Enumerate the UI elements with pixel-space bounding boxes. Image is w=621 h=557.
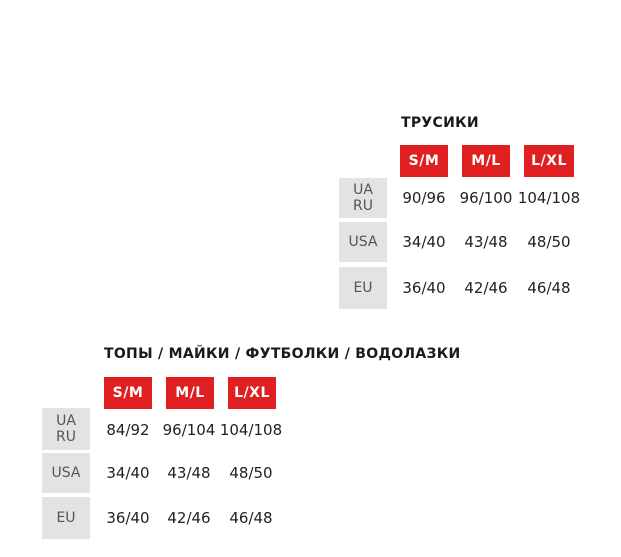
tops-cell: 42/46 (167, 509, 211, 527)
tops-cell: 34/40 (106, 464, 150, 482)
panties-cell: 90/96 (402, 189, 446, 207)
panties-title: ТРУСИКИ (401, 115, 479, 131)
panties-cell: 42/46 (464, 279, 508, 297)
panties-cell: 104/108 (517, 189, 581, 207)
panties-row-label-ua-ru (339, 178, 387, 218)
tops-row-label-ua-ru (42, 408, 90, 450)
tops-cell: 36/40 (106, 509, 150, 527)
tops-cell: 96/104 (162, 421, 216, 439)
tops-row-label-eu (42, 497, 90, 539)
panties-size-header: S/M (400, 145, 448, 177)
tops-size-header: L/XL (228, 377, 276, 409)
panties-size-header: L/XL (524, 145, 574, 177)
panties-size-header: M/L (462, 145, 510, 177)
tops-cell: 48/50 (229, 464, 273, 482)
row-label-line: USA (348, 234, 378, 250)
panties-cell: 96/100 (459, 189, 513, 207)
panties-row-label-eu (339, 267, 387, 309)
panties-cell: 34/40 (402, 233, 446, 251)
row-label-line: RU (56, 429, 76, 445)
tops-row-label-usa (42, 453, 90, 493)
panties-row-label-usa (339, 222, 387, 262)
row-label-line: USA (51, 465, 81, 481)
row-label-line: EU (353, 280, 373, 296)
tops-cell: 46/48 (229, 509, 273, 527)
row-label-line: UA (56, 413, 76, 429)
tops-size-header: M/L (166, 377, 214, 409)
panties-cell: 36/40 (402, 279, 446, 297)
tops-title: ТОПЫ / МАЙКИ / ФУТБОЛКИ / ВОДОЛАЗКИ (104, 346, 461, 362)
tops-cell: 43/48 (167, 464, 211, 482)
panties-cell: 46/48 (527, 279, 571, 297)
tops-cell: 104/108 (219, 421, 283, 439)
panties-cell: 48/50 (527, 233, 571, 251)
row-label-line: UA (353, 182, 373, 198)
row-label-line: RU (353, 198, 373, 214)
row-label-line: EU (56, 510, 76, 526)
panties-cell: 43/48 (464, 233, 508, 251)
tops-cell: 84/92 (106, 421, 150, 439)
tops-size-header: S/M (104, 377, 152, 409)
